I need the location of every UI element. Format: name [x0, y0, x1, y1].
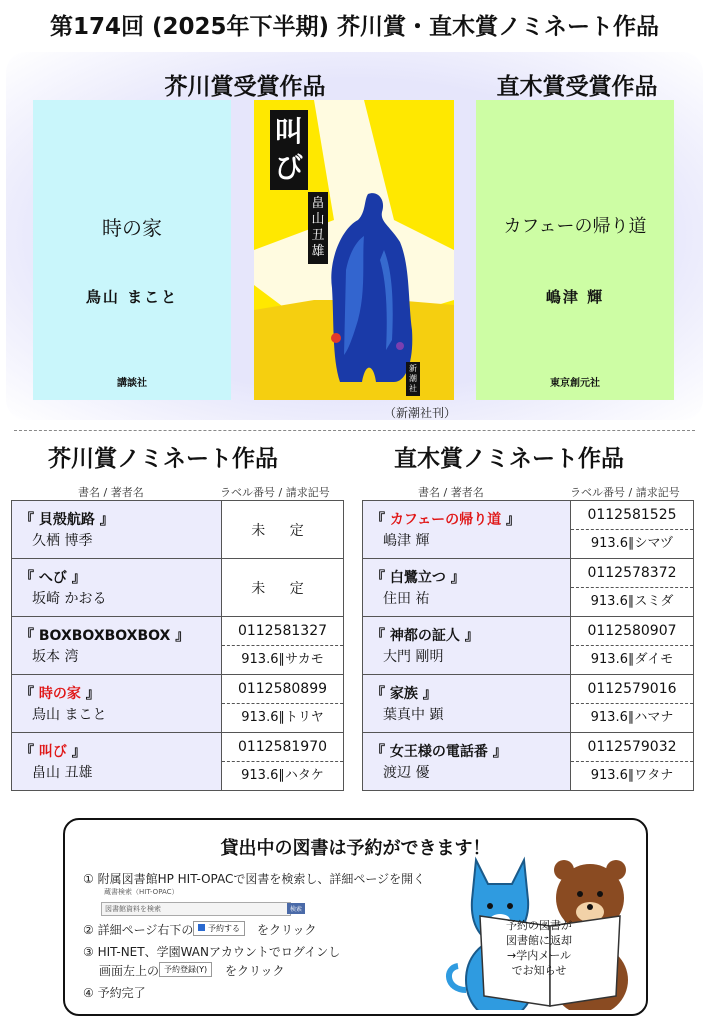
book-cell	[12, 559, 222, 617]
opac-tab-sample: 蔵書検索（HIT-OPAC）	[101, 886, 182, 898]
akutagawa-winner-heading: 芥川賞受賞作品	[164, 74, 326, 100]
notice-text	[484, 918, 594, 978]
book-title: 『 BOXBOXBOXBOX 』	[20, 628, 190, 644]
opac-search-button-sample: 検索	[287, 903, 305, 914]
call-number: 913.6∥ワタナ	[590, 768, 674, 783]
book-author: 住田 祐	[383, 591, 430, 607]
cover-publisher-mark: 新潮社	[406, 362, 420, 396]
notice-line: でお知らせ	[511, 964, 567, 977]
call-number: 913.6∥ハマナ	[590, 710, 674, 725]
book-title: 『 カフェーの帰り道 』	[371, 512, 521, 528]
notice-line: 予約の図書が	[506, 919, 572, 932]
naoki-col-book: 書名 / 著者名	[418, 486, 484, 499]
book-title: 『 貝殻航路 』	[20, 512, 114, 528]
table-row	[12, 733, 344, 791]
akutagawa-col-code: ラベル番号 / 請求記号	[220, 486, 330, 499]
book-title: 『 家族 』	[371, 686, 437, 702]
naoki-nominees-heading: 直木賞ノミネート作品	[394, 446, 624, 472]
label-number: 0112580899	[222, 675, 343, 704]
reservation-step-3-a: ③ HIT-NET、学園WANアカウントでログインし	[83, 945, 341, 959]
book-cell	[363, 675, 571, 733]
book-cover-author: 鳥山 まこと	[85, 288, 179, 306]
akutagawa-nominees-table	[11, 500, 344, 791]
status-cell: 未 定	[222, 559, 344, 617]
book-title: 『 神都の証人 』	[371, 628, 479, 644]
code-cell	[222, 675, 344, 733]
call-number: 913.6∥スミダ	[590, 594, 674, 609]
notice-line: 図書館に返却	[506, 934, 572, 947]
book-cover-cafe-no-kaerimichi	[476, 100, 674, 400]
code-cell	[222, 617, 344, 675]
label-number: 0112578372	[571, 559, 693, 588]
opac-search-sample: 図書館資料を検索	[101, 902, 291, 916]
naoki-nominees-table	[362, 500, 694, 791]
book-cell	[12, 617, 222, 675]
book-cell	[12, 501, 222, 559]
code-cell	[571, 501, 694, 559]
table-row	[363, 501, 694, 559]
page-title: 第174回 (2025年下半期) 芥川賞・直木賞ノミネート作品	[49, 14, 660, 40]
book-author: 渡辺 優	[383, 765, 430, 781]
book-title: 『 叫び 』	[20, 744, 86, 760]
book-author: 坂崎 かおる	[32, 591, 107, 607]
play-icon	[198, 924, 205, 931]
book-cell	[363, 559, 571, 617]
call-number: 913.6∥ハタケ	[241, 768, 324, 783]
code-cell	[571, 733, 694, 791]
code-cell	[571, 617, 694, 675]
book-author: 坂本 湾	[32, 649, 79, 665]
table-row	[12, 675, 344, 733]
reservation-step-3-b: 画面左上の	[99, 964, 160, 978]
label-number: 0112581525	[571, 501, 693, 530]
reservation-title: 貸出中の図書は予約ができます！	[220, 838, 491, 859]
book-cell	[363, 733, 571, 791]
book-cell	[363, 617, 571, 675]
label-number: 0112579016	[571, 675, 693, 704]
call-number: 913.6∥ダイモ	[590, 652, 674, 667]
book-cover-title: 時の家	[102, 216, 162, 240]
book-cell	[12, 675, 222, 733]
book-title: 『 時の家 』	[20, 686, 100, 702]
publisher-note: （新潮社刊）	[384, 406, 457, 420]
cover-title-block: 叫び	[270, 110, 308, 190]
code-cell	[222, 733, 344, 791]
reservation-step-3-c: をクリック	[225, 964, 285, 978]
code-cell	[571, 559, 694, 617]
label-number: 0112581327	[222, 617, 343, 646]
reservation-step-4: ④ 予約完了	[83, 986, 146, 1000]
book-cover-sakebi	[254, 100, 454, 400]
status-cell: 未 定	[222, 501, 344, 559]
book-author: 嶋津 輝	[383, 533, 430, 549]
book-cover-publisher: 東京創元社	[550, 378, 600, 389]
book-cover-title: カフェーの帰り道	[503, 216, 647, 237]
call-number: 913.6∥サカモ	[241, 652, 324, 667]
table-row	[12, 617, 344, 675]
call-number: 913.6∥シマヅ	[590, 536, 674, 551]
book-cover-publisher: 講談社	[117, 378, 147, 389]
code-cell	[571, 675, 694, 733]
book-cell	[12, 733, 222, 791]
call-number: 913.6∥トリヤ	[241, 710, 324, 725]
book-title: 『 へび 』	[20, 570, 86, 586]
label-number: 0112581970	[222, 733, 343, 762]
akutagawa-col-book: 書名 / 著者名	[78, 486, 144, 499]
book-title: 『 白鷺立つ 』	[371, 570, 465, 586]
akutagawa-nominees-heading: 芥川賞ノミネート作品	[48, 446, 278, 472]
section-divider	[14, 430, 695, 431]
cover-author-block: 畠山丑雄	[308, 192, 328, 264]
table-row	[363, 733, 694, 791]
table-row	[363, 675, 694, 733]
book-title: 『 女王様の電話番 』	[371, 744, 507, 760]
book-cover-toki-no-ie	[33, 100, 231, 400]
naoki-winner-heading: 直木賞受賞作品	[496, 74, 658, 100]
reservation-step-2-b: をクリック	[257, 923, 317, 937]
book-author: 畠山 丑雄	[32, 765, 93, 781]
table-row	[363, 559, 694, 617]
book-author: 鳥山 まこと	[32, 707, 107, 723]
reservation-step-1: ① 附属図書館HP HIT-OPACで図書を検索し、詳細ページを開く	[83, 872, 426, 886]
reservation-step-2-a: ② 詳細ページ右下の	[83, 923, 194, 937]
book-author: 葉真中 顕	[383, 707, 444, 723]
book-author: 久栖 博季	[32, 533, 93, 549]
table-row	[12, 501, 344, 559]
label-number: 0112580907	[571, 617, 693, 646]
book-cover-author: 嶋津 輝	[545, 288, 605, 306]
book-author: 大門 剛明	[383, 649, 444, 665]
table-row	[363, 617, 694, 675]
reserve-register-button-sample: 予約登録(Y)	[159, 962, 212, 977]
book-cell	[363, 501, 571, 559]
naoki-col-code: ラベル番号 / 請求記号	[570, 486, 680, 499]
table-row	[12, 559, 344, 617]
notice-line: →学内メール	[507, 949, 571, 962]
label-number: 0112579032	[571, 733, 693, 762]
reserve-button-sample: 予約する	[193, 921, 245, 936]
